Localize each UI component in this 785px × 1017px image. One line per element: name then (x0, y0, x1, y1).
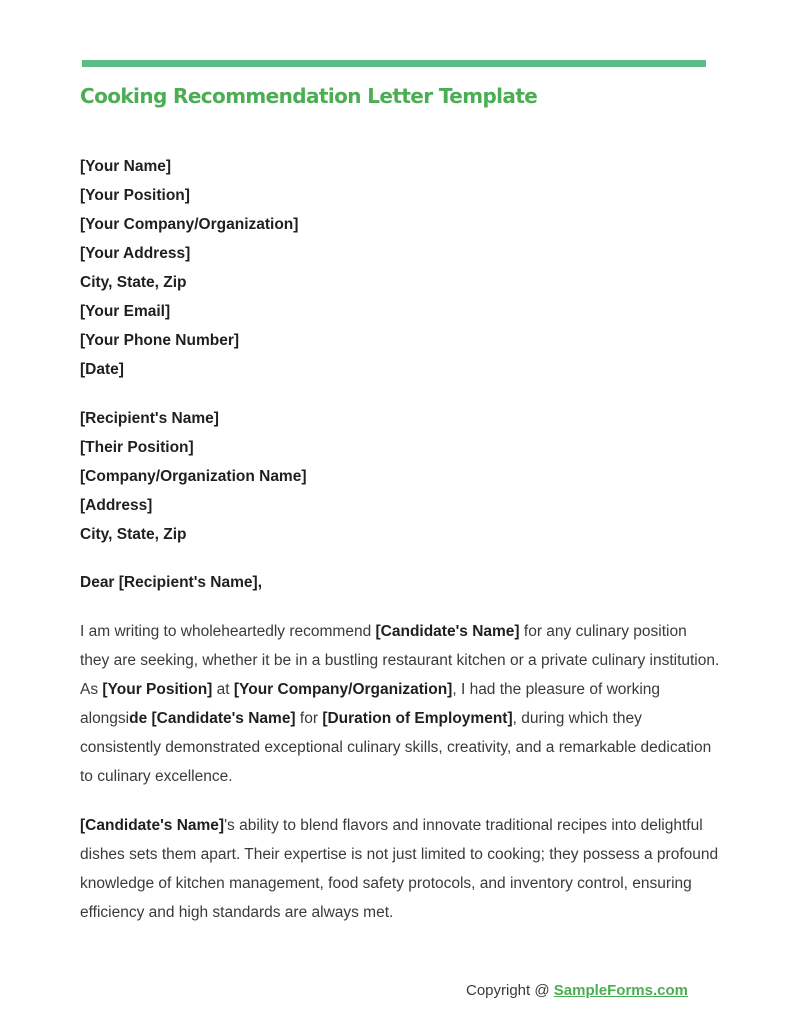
salutation: Dear [Recipient's Name], (80, 574, 262, 591)
body-paragraph-1 (80, 617, 720, 791)
body-paragraph-2 (80, 811, 720, 927)
copyright-footer (466, 982, 688, 999)
copyright-prefix: Copyright @ (466, 982, 554, 999)
recipient-address-block (80, 404, 307, 549)
letter-date: [Date] (80, 361, 124, 378)
recipient-address: [Address] (80, 497, 153, 514)
accent-bar (82, 60, 706, 67)
p1-your-company: [Your Company/Organization] (233, 681, 453, 698)
sender-company: [Your Company/Organization] (80, 216, 299, 233)
p1-candidate-name-2: de [Candidate's Name] (129, 710, 296, 727)
brand-link[interactable]: SampleForms.com (553, 982, 688, 999)
sender-name: [Your Name] (80, 158, 172, 175)
p1-text-5: for (295, 710, 323, 727)
p1-text-6: , during which they consistently demonstrated exceptional culinary skills, creativity, and a remarkable dedication to culinary excellence. (80, 710, 712, 785)
sender-email: [Your Email] (80, 303, 171, 320)
p1-your-position: [Your Position] (102, 681, 213, 698)
p1-text-3: at (212, 681, 234, 698)
p1-candidate-name: [Candidate's Name] (375, 623, 520, 640)
sender-address-block (80, 152, 298, 384)
recipient-city-state-zip: City, State, Zip (80, 526, 187, 543)
p2-candidate-name: [Candidate's Name] (80, 817, 225, 834)
recipient-company: [Company/Organization Name] (80, 468, 307, 485)
p1-text-2: for any culinary position they are seeking, whether it be in a bustling restaurant kitchen or a private culinary institution. As (80, 623, 720, 698)
sender-city-state-zip: City, State, Zip (80, 274, 187, 291)
p1-text-4: , I had the pleasure of working alongsi (80, 681, 660, 727)
document-title: Cooking Recommendation Letter Template (80, 84, 538, 108)
sender-phone: [Your Phone Number] (80, 332, 240, 349)
recipient-name: [Recipient's Name] (80, 410, 219, 427)
p1-duration: [Duration of Employment] (322, 710, 513, 727)
p1-text-1: I am writing to wholeheartedly recommend (80, 623, 376, 640)
p2-text-1: 's ability to blend flavors and innovate traditional recipes into delightful dishes sets them apart. Their expertise is not just limited to cooking; they possess a profound knowledge of kitchen management, food safety protocols, and inventory control, ensuring efficiency and high standards are always met. (80, 817, 719, 921)
recipient-position: [Their Position] (80, 439, 194, 456)
sender-address: [Your Address] (80, 245, 191, 262)
sender-position: [Your Position] (80, 187, 190, 204)
